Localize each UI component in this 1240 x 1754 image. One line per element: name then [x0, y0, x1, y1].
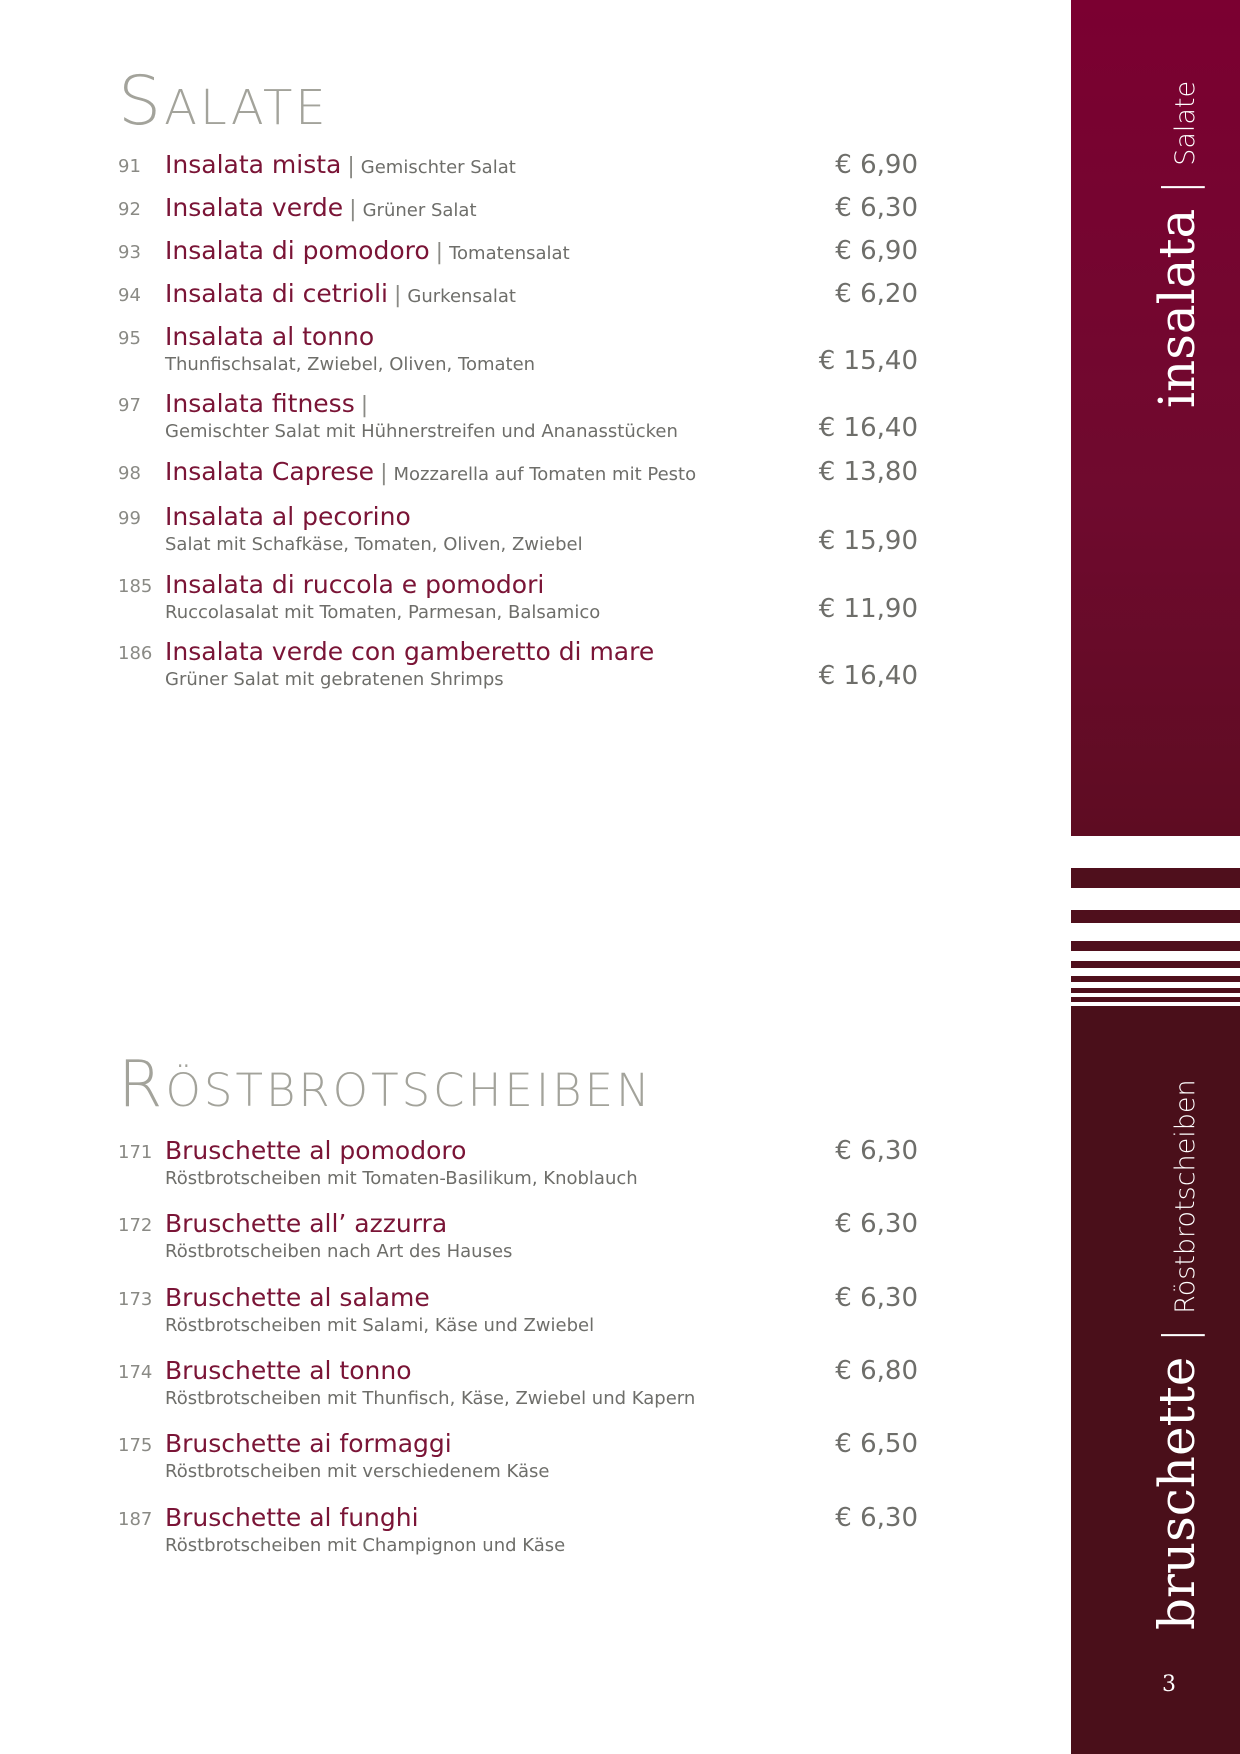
item-number: 95: [118, 328, 141, 349]
sidebar-stripe: [1071, 868, 1240, 888]
item-name-text: Insalata verde con gamberetto di mare: [165, 637, 655, 666]
item-name-text: Insalata di ruccola e pomodori: [165, 570, 545, 599]
item-name: [165, 322, 374, 351]
item-number: 98: [118, 463, 141, 484]
item-name-text: Insalata di cetrioli: [165, 279, 388, 308]
item-number: 172: [118, 1215, 153, 1236]
item-separator: |: [349, 197, 357, 222]
item-description: Ruccolasalat mit Tomaten, Parmesan, Balsamico: [165, 602, 601, 623]
item-name: [165, 1503, 419, 1532]
item-name: [165, 637, 654, 666]
item-price: € 6,30: [835, 1136, 918, 1166]
item-name-text: Insalata al tonno: [165, 322, 375, 351]
item-description: Tomatensalat: [449, 243, 570, 264]
sidebar-stripe: [1071, 941, 1240, 951]
item-price: € 6,30: [835, 1209, 918, 1239]
sidebar-stripe: [1071, 976, 1240, 982]
item-price: € 16,40: [818, 413, 918, 443]
item-description: Röstbrotscheiben mit Salami, Käse und Zwiebel: [165, 1315, 595, 1336]
item-price: € 11,90: [818, 594, 918, 624]
item-name: [165, 457, 696, 486]
item-price: € 15,40: [818, 346, 918, 376]
item-separator: |: [347, 154, 355, 179]
sidebar-label-bottom: [1148, 1079, 1206, 1630]
item-description: Röstbrotscheiben mit Tomaten-Basilikum, Knoblauch: [165, 1168, 638, 1189]
item-description: Röstbrotscheiben nach Art des Hauses: [165, 1241, 513, 1262]
item-name: [165, 193, 477, 222]
item-number: 171: [118, 1142, 153, 1163]
item-number: 91: [118, 156, 141, 177]
item-description: Röstbrotscheiben mit verschiedenem Käse: [165, 1461, 550, 1482]
sidebar-separator: |: [1154, 179, 1205, 195]
item-number: 93: [118, 242, 141, 263]
item-name-text: Insalata fitness: [165, 389, 355, 418]
item-number: 185: [118, 576, 153, 597]
item-number: 97: [118, 395, 141, 416]
item-price: € 15,90: [818, 526, 918, 556]
item-name: [165, 389, 374, 418]
item-price: € 6,90: [835, 236, 918, 266]
item-number: 94: [118, 285, 141, 306]
menu-item: [0, 1136, 1000, 1192]
item-price: € 6,30: [835, 1283, 918, 1313]
item-price: € 6,20: [835, 279, 918, 309]
menu-item: [0, 502, 1000, 558]
item-name-text: Bruschette al salame: [165, 1283, 430, 1312]
item-number: 186: [118, 643, 153, 664]
menu-item: [0, 322, 1000, 378]
section-title-salate: Salate: [118, 62, 329, 141]
section-title-roestbrot: Röstbrotscheiben: [118, 1048, 653, 1122]
item-separator: |: [435, 240, 444, 265]
item-number: 174: [118, 1362, 153, 1383]
item-name-text: Insalata Caprese: [165, 457, 375, 486]
item-name: [165, 279, 516, 308]
sidebar-separator: |: [1154, 1327, 1205, 1343]
sidebar-bottom-main: bruschette: [1148, 1356, 1206, 1630]
sidebar-stripe: [1071, 997, 1240, 1002]
item-description: Röstbrotscheiben mit Champignon und Käse: [165, 1535, 566, 1556]
item-number: 173: [118, 1289, 153, 1310]
item-price: € 6,90: [835, 150, 918, 180]
item-name-text: Insalata verde: [165, 193, 344, 222]
item-description: Gemischter Salat: [360, 157, 516, 178]
sidebar-top-sub: Salate: [1170, 80, 1201, 166]
sidebar-stripe: [1071, 961, 1240, 968]
item-name: [165, 570, 544, 599]
item-name: [165, 1136, 466, 1165]
item-description: Mozzarella auf Tomaten mit Pesto: [393, 464, 697, 485]
sidebar-stripe: [1071, 988, 1240, 993]
item-name-text: Bruschette al pomodoro: [165, 1136, 467, 1165]
menu-item: [0, 1283, 1000, 1339]
item-price: € 6,50: [835, 1429, 918, 1459]
item-description: Gurkensalat: [407, 286, 516, 307]
item-price: € 6,80: [835, 1356, 918, 1386]
menu-item: [0, 637, 1000, 693]
sidebar-stripe: [1071, 910, 1240, 923]
item-name-text: Insalata al pecorino: [165, 502, 411, 531]
item-number: 175: [118, 1435, 153, 1456]
item-name: [165, 1209, 447, 1238]
menu-item: [0, 1356, 1000, 1412]
item-description: Röstbrotscheiben mit Thunfisch, Käse, Zwiebel und Kapern: [165, 1388, 696, 1409]
page-number: 3: [1162, 1672, 1176, 1697]
item-price: € 13,80: [818, 457, 918, 487]
item-name: [165, 502, 411, 531]
item-separator: |: [394, 283, 402, 308]
item-name: [165, 150, 516, 179]
menu-item: [0, 1503, 1000, 1559]
item-description: Grüner Salat mit gebratenen Shrimps: [165, 669, 504, 690]
item-name: [165, 1356, 412, 1385]
item-price: € 6,30: [835, 193, 918, 223]
item-description: Thunfischsalat, Zwiebel, Oliven, Tomaten: [165, 354, 536, 375]
item-name-text: Insalata mista: [165, 150, 342, 179]
item-name: [165, 1283, 430, 1312]
menu-item: [0, 389, 1000, 445]
sidebar-top-main: insalata: [1148, 208, 1206, 408]
item-name-text: Bruschette al funghi: [165, 1503, 419, 1532]
item-name-text: Bruschette ai formaggi: [165, 1429, 452, 1458]
item-price: € 6,30: [835, 1503, 918, 1533]
item-description: Salat mit Schafkäse, Tomaten, Oliven, Zwiebel: [165, 534, 583, 555]
item-name: [165, 1429, 452, 1458]
item-name: [165, 236, 570, 265]
sidebar-label-top: [1148, 81, 1206, 408]
item-description: Grüner Salat: [362, 200, 477, 221]
item-price: € 16,40: [818, 661, 918, 691]
menu-item: [0, 570, 1000, 626]
item-number: 92: [118, 199, 141, 220]
item-separator: |: [380, 461, 388, 486]
item-separator: |: [360, 393, 369, 418]
menu-item: [0, 1429, 1000, 1485]
sidebar-bottom-sub: Röstbrotscheiben: [1170, 1079, 1201, 1314]
menu-item: [0, 1209, 1000, 1265]
item-number: 99: [118, 508, 141, 529]
item-number: 187: [118, 1509, 153, 1530]
item-name-text: Bruschette all’ azzurra: [165, 1209, 448, 1238]
item-name-text: Bruschette al tonno: [165, 1356, 412, 1385]
item-description: Gemischter Salat mit Hühnerstreifen und Ananasstücken: [165, 421, 678, 442]
item-name-text: Insalata di pomodoro: [165, 236, 430, 265]
